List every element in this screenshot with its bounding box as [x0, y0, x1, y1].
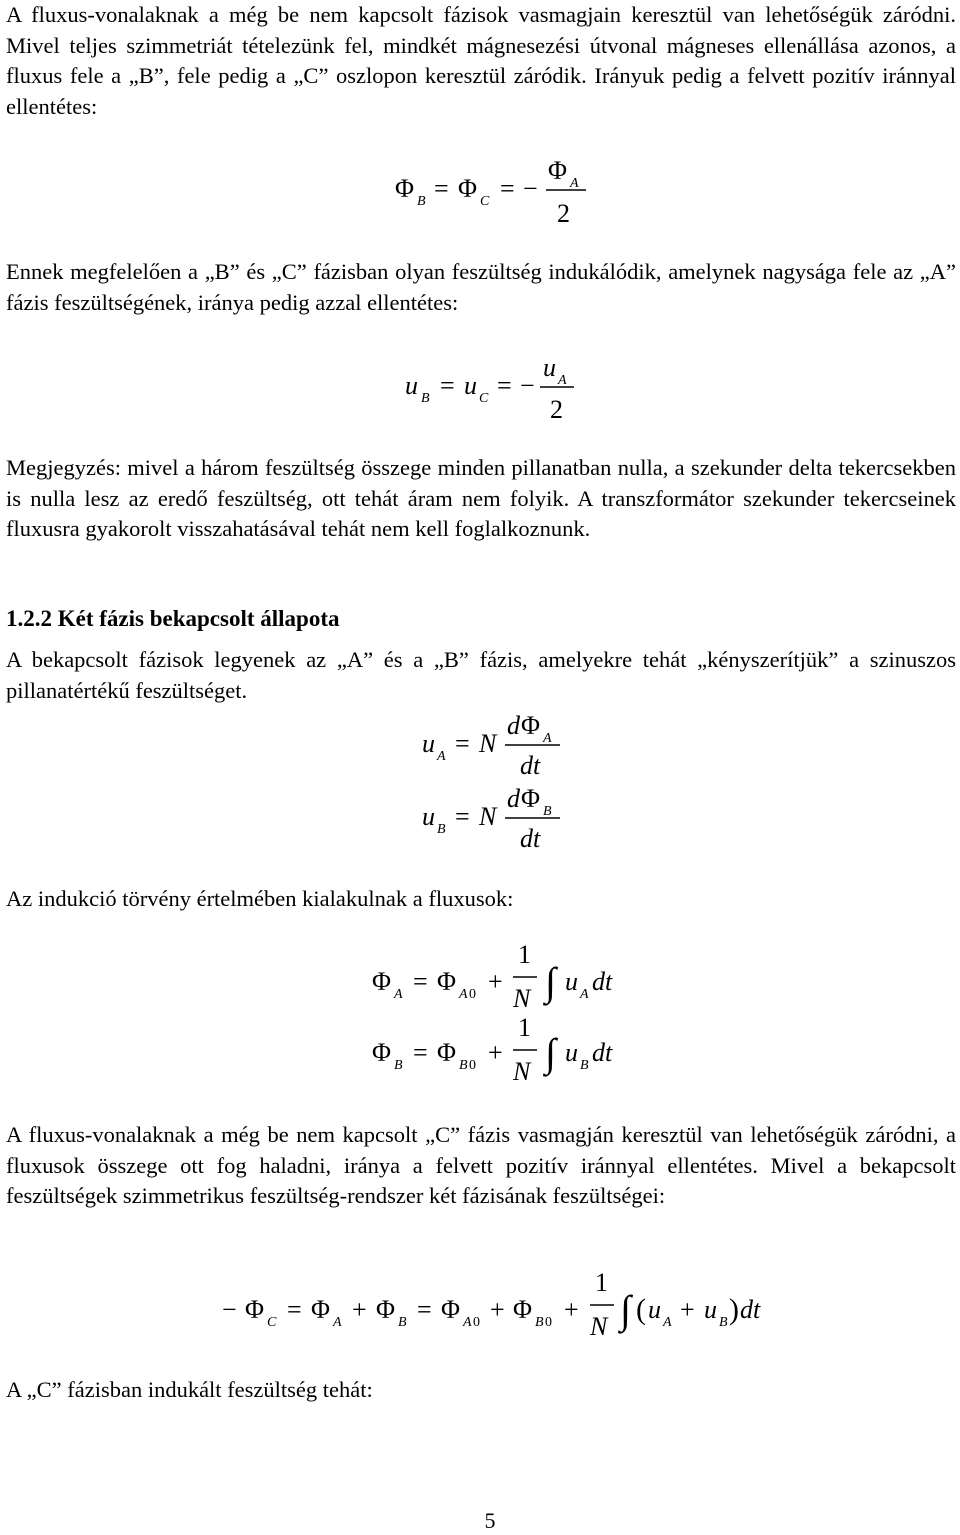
eq6-sub-b0-letter: B: [459, 1058, 468, 1073]
eq4-n: N: [479, 802, 497, 831]
eq7-right-paren: ): [729, 1293, 739, 1326]
eq4-sub-b: B: [437, 822, 446, 837]
eq2-equals-2: =: [497, 371, 512, 400]
eq6-dt: dt: [592, 1038, 613, 1067]
equation-phi-b-integral: [372, 1013, 613, 1086]
eq7-equals-2: =: [417, 1295, 432, 1324]
eq6-sub-b0-zero: 0: [469, 1058, 476, 1073]
paragraph-phase-c-voltage: A „C” fázisban indukált feszültség tehát:: [6, 1377, 373, 1402]
eq2-u-c: u: [464, 371, 477, 400]
eq5-phi-a0: Φ: [437, 967, 457, 996]
eq1-minus: −: [523, 174, 538, 203]
eq6-plus: +: [488, 1038, 503, 1067]
eq5-sub-a: A: [394, 987, 403, 1002]
eq1-sub-a: A: [570, 176, 579, 191]
eq7-integral-sign: ∫: [620, 1287, 631, 1332]
eq7-denominator: N: [590, 1312, 608, 1341]
equation-phi-c-sum: [222, 1268, 761, 1341]
eq1-sub-b: B: [417, 194, 426, 209]
eq1-phi-a: Φ: [548, 156, 568, 185]
eq1-sub-c: C: [480, 194, 490, 209]
equation-u-bc: [405, 353, 574, 424]
eq6-phi-b: Φ: [372, 1038, 392, 1067]
eq5-u-a: u: [565, 967, 578, 996]
eq7-equals-1: =: [287, 1295, 302, 1324]
eq4-phi-b: Φ: [521, 784, 541, 813]
eq2-sub-b: B: [421, 391, 430, 406]
eq2-minus: −: [520, 371, 535, 400]
eq5-sub-a0-zero: 0: [469, 987, 476, 1002]
eq4-u-b: u: [422, 802, 435, 831]
eq7-u-b: u: [704, 1295, 717, 1324]
eq4-d: d: [507, 784, 520, 813]
eq7-sub-a0-letter: A: [463, 1315, 472, 1330]
eq3-sub-a: A: [437, 749, 446, 764]
eq4-dt: dt: [520, 824, 541, 853]
section-heading: 1.2.2 Két fázis bekapcsolt állapota: [6, 606, 340, 631]
eq2-u-a: u: [543, 353, 556, 382]
eq5-dt: dt: [592, 967, 613, 996]
eq7-numerator: 1: [595, 1268, 608, 1297]
eq1-equals-2: =: [500, 174, 515, 203]
eq2-u-b: u: [405, 371, 418, 400]
eq7-phi-a0: Φ: [441, 1295, 461, 1324]
eq7-sub-a: A: [333, 1315, 342, 1330]
paragraph-two-phase: A bekapcsolt fázisok legyenek az „A” és a „B” fázis, amelyekre tehát „kényszerítjük” a szinuszos pillanatértékű feszültséget.: [6, 647, 956, 703]
eq3-phi-a: Φ: [521, 711, 541, 740]
eq7-u-sub-a: A: [663, 1315, 672, 1330]
eq7-plus-1: +: [352, 1295, 367, 1324]
paragraph-induction-law: Az indukció törvény értelmében kialakulnak a fluxusok:: [6, 886, 514, 911]
eq7-phi-b0: Φ: [513, 1295, 533, 1324]
eq2-equals-1: =: [440, 371, 455, 400]
eq3-u-a: u: [422, 729, 435, 758]
eq7-phi-a: Φ: [311, 1295, 331, 1324]
eq2-denominator: 2: [550, 395, 563, 424]
eq6-u-b: u: [565, 1038, 578, 1067]
eq7-sub-a0-zero: 0: [473, 1315, 480, 1330]
eq3-phi-sub-a: A: [543, 731, 552, 746]
eq3-d: d: [507, 711, 520, 740]
eq1-denominator: 2: [557, 199, 570, 228]
eq5-denominator: N: [513, 984, 531, 1013]
eq7-plus-4: +: [680, 1295, 695, 1324]
paragraph-phase-c: A fluxus-vonalaknak a még be nem kapcsolt „C” fázis vasmagján keresztül van lehetőségük záródni, a fluxusok összege ott fog haladni, iránya a felvett pozitív iránnyal ellentétes. Mivel a bekapcsolt feszültségek szimmetrikus feszültség-rendszer két fázisának feszültségei:: [6, 1122, 956, 1209]
eq3-equals: =: [455, 729, 470, 758]
eq7-dt: dt: [740, 1295, 761, 1324]
eq5-u-sub-a: A: [580, 987, 589, 1002]
eq7-sub-b: B: [398, 1315, 407, 1330]
eq1-phi-b: Φ: [395, 174, 415, 203]
eq6-sub-b: B: [394, 1058, 403, 1073]
eq7-minus: −: [222, 1295, 237, 1324]
equation-u-a: [422, 711, 560, 780]
eq3-n: N: [479, 729, 497, 758]
eq6-denominator: N: [513, 1057, 531, 1086]
paragraph-flux-closure: A fluxus-vonalaknak a még be nem kapcsolt fázisok vasmagjain keresztül van lehetőségük záródni. Mivel teljes szimmetriát tételezünk fel, mindkét mágnesezési útvonal mágneses ellenállása azonos, a fluxus fele a „B”, fele pedig a „C” oszlopon keresztül záródik. Irányuk pedig a felvett pozitív iránnyal ellentétes:: [6, 2, 956, 120]
eq7-plus-2: +: [490, 1295, 505, 1324]
eq7-sub-c: C: [267, 1315, 277, 1330]
eq7-sub-b0-zero: 0: [545, 1315, 552, 1330]
eq6-u-sub-b: B: [580, 1058, 589, 1073]
eq5-plus: +: [488, 967, 503, 996]
eq5-equals: =: [413, 967, 428, 996]
paragraph-note: Megjegyzés: mivel a három feszültség összege minden pillanatban nulla, a szekunder delta tekercsekben is nulla lesz az eredő feszültség, ott tehát áram nem folyik. A transzformátor szekunder tekercseinek fluxusra gyakorolt visszahatásával tehát nem kell foglalkoznunk.: [6, 455, 956, 542]
eq1-equals-1: =: [434, 174, 449, 203]
eq7-sub-b0-letter: B: [535, 1315, 544, 1330]
eq6-phi-b0: Φ: [437, 1038, 457, 1067]
eq4-equals: =: [455, 802, 470, 831]
eq1-phi-c: Φ: [458, 174, 478, 203]
equation-phi-bc: [395, 156, 586, 228]
eq7-phi-c: Φ: [245, 1295, 265, 1324]
equation-phi-a-integral: [372, 940, 613, 1013]
eq7-u-a: u: [648, 1295, 661, 1324]
paragraph-induced-voltage: Ennek megfelelően a „B” és „C” fázisban olyan feszültség indukálódik, amelynek nagysága fele az „A” fázis feszültségének, iránya pedig azzal ellentétes:: [6, 259, 956, 315]
eq4-phi-sub-b: B: [543, 804, 552, 819]
eq5-phi-a: Φ: [372, 967, 392, 996]
eq3-dt: dt: [520, 751, 541, 780]
eq7-plus-3: +: [564, 1295, 579, 1324]
eq7-u-sub-b: B: [719, 1315, 728, 1330]
eq5-numerator: 1: [518, 940, 531, 969]
eq7-left-paren: (: [636, 1293, 646, 1326]
page-number: 5: [484, 1508, 496, 1533]
eq6-numerator: 1: [518, 1013, 531, 1042]
eq5-sub-a0-letter: A: [459, 987, 468, 1002]
equation-u-b: [422, 784, 560, 853]
eq6-equals: =: [413, 1038, 428, 1067]
eq2-sub-a: A: [558, 373, 567, 388]
eq7-phi-b: Φ: [376, 1295, 396, 1324]
eq6-integral-sign: ∫: [545, 1030, 556, 1075]
eq5-integral-sign: ∫: [545, 959, 556, 1004]
eq2-sub-c: C: [479, 391, 489, 406]
